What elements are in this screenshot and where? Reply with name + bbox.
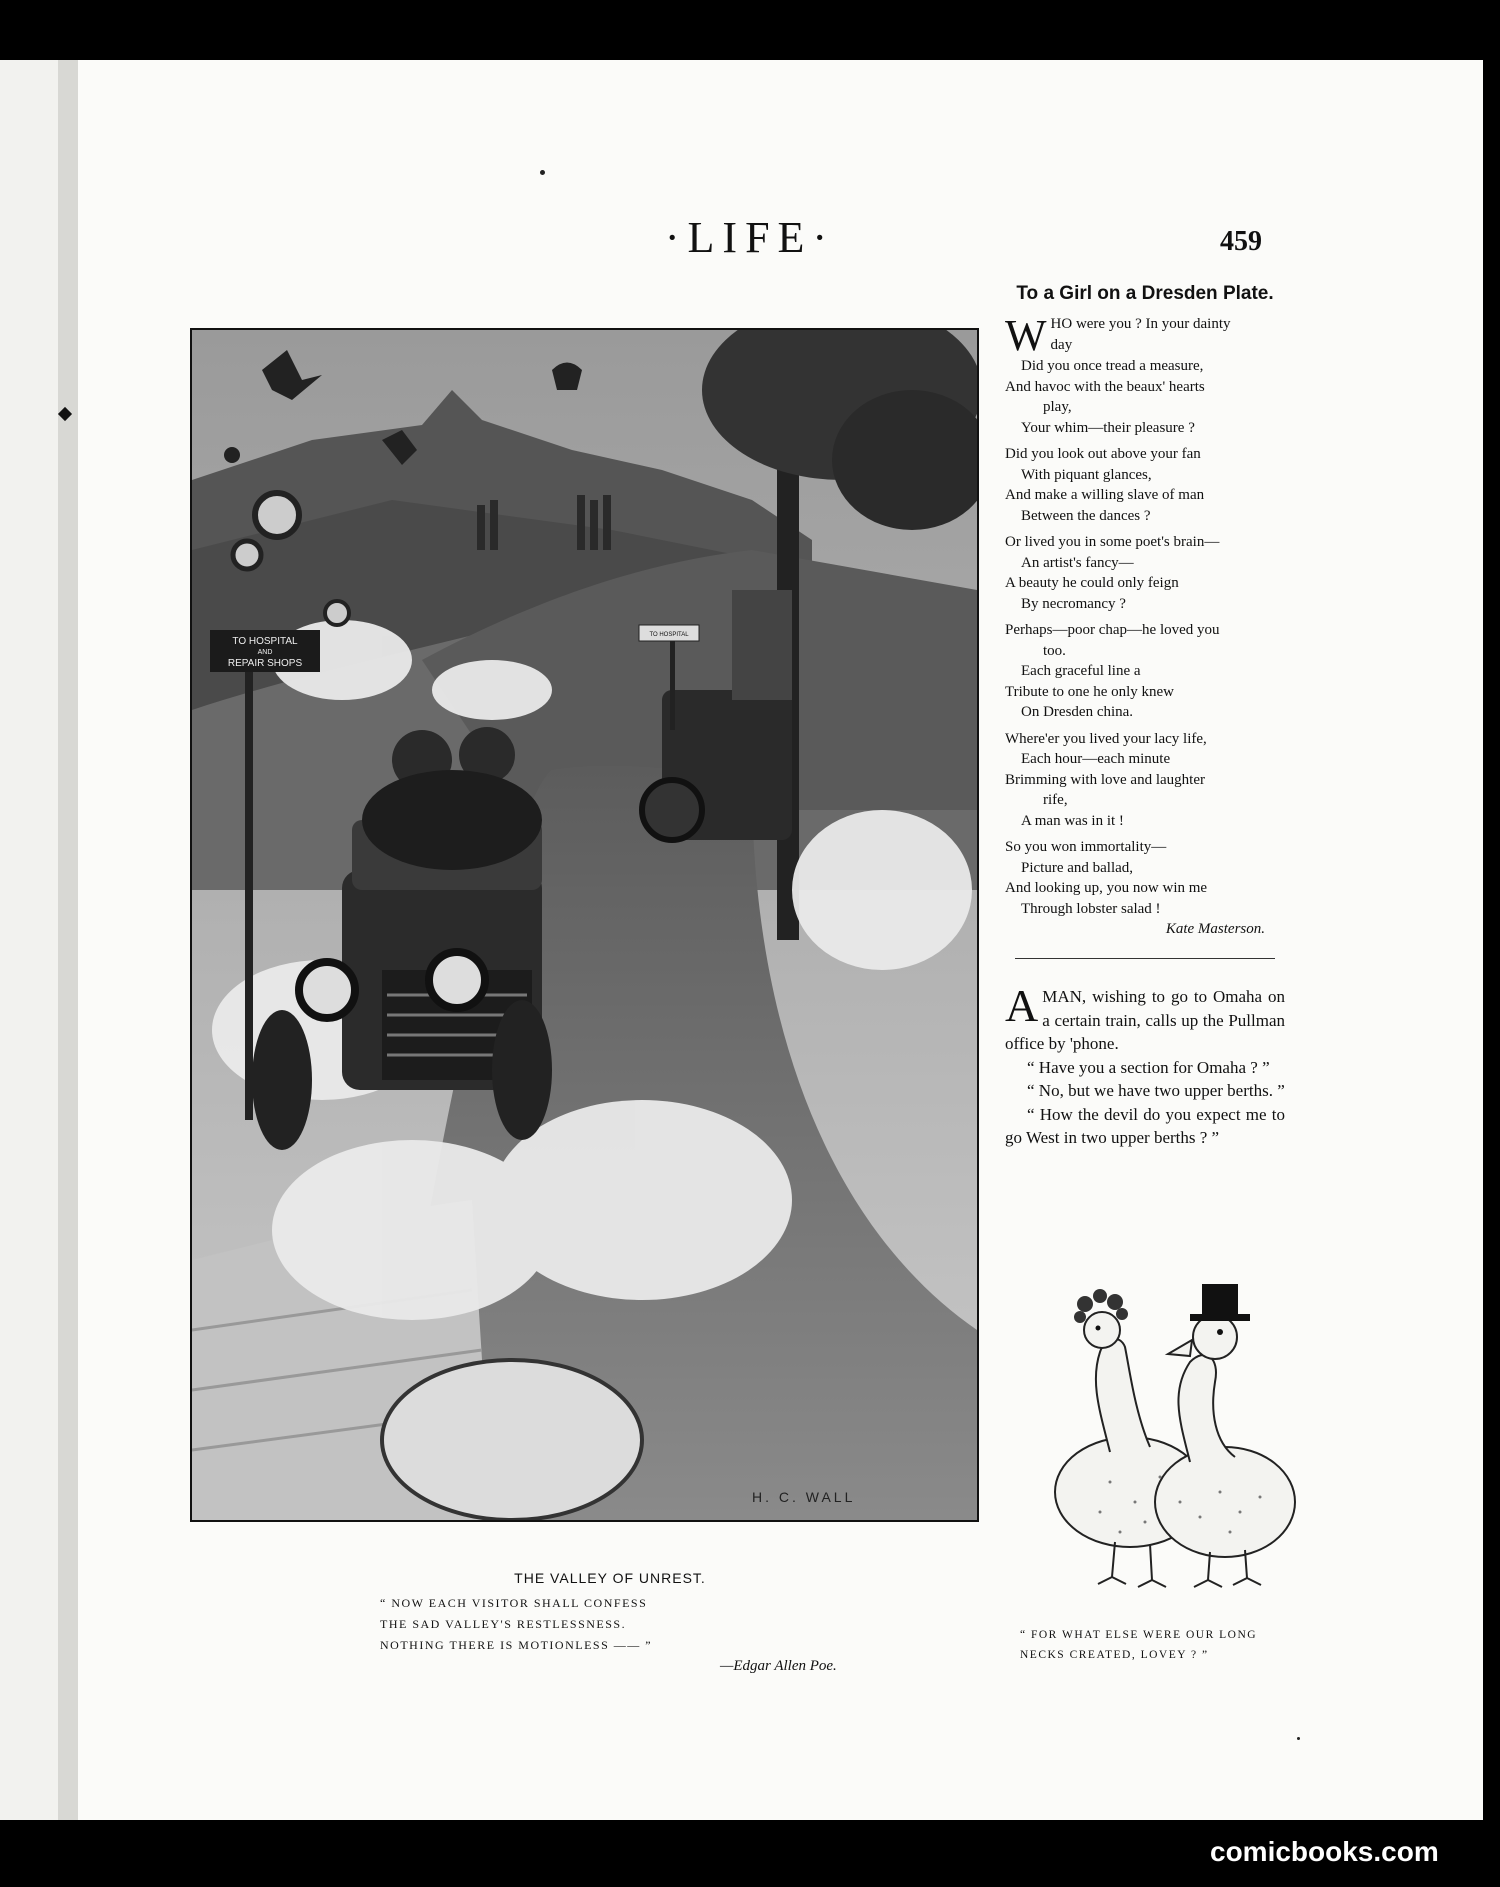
sign-left-line-3: REPAIR SHOPS [227,658,303,669]
artist-signature: H. C. WALL [752,1489,856,1505]
poem-line: too. [1043,642,1066,659]
anecdote-lead-paragraph [1005,980,1285,1056]
poem-line: And make a willing slave of man [1005,487,1205,503]
page-number: 459 [1220,226,1262,257]
poem-author: Kate Masterson. [1165,921,1265,937]
page-gutter [58,60,78,1820]
poem-title: To a Girl on a Dresden Plate. [1016,283,1274,304]
poem-line: rife, [1043,792,1068,808]
poem-stanza [1005,532,1285,614]
poem-line: Or lived you in some poet's brain— [1005,534,1220,550]
poem [1005,280,1285,959]
poem-line: And havoc with the beaux' hearts [1005,378,1205,395]
poem-line: Between the dances ? [1021,507,1151,524]
poem-line: By necromancy ? [1021,595,1126,612]
source-watermark: comicbooks.com [1210,1836,1439,1867]
poem-line: Through lobster salad ! [1021,900,1161,917]
caption-line: NOTHING THERE IS MOTIONLESS —— ” [380,1638,653,1652]
poem-stanza [1005,311,1285,438]
caption-title: THE VALLEY OF UNREST. [514,1570,706,1586]
anecdote-lead: MAN, wishing to go to Omaha on a certain train, calls up the Pullman office by 'phone. [1005,987,1285,1053]
sign-right: TO HOSPITAL [649,632,689,638]
illustration-caption [380,1570,920,1674]
sign-left-line-1: TO HOSPITAL [232,636,298,647]
poem-stanza [1005,837,1285,919]
poem-line: With piquant glances, [1021,466,1152,483]
sign-left-line-2: AND [257,649,273,656]
poem-stanza [1005,620,1285,723]
anecdote-paragraph: “ No, but we have two upper berths. ” [1027,1081,1285,1100]
ink-speck [540,170,545,175]
poem-line: Each hour—each minute [1021,751,1171,767]
poem-line: Tribute to one he only knew [1005,683,1175,700]
poem-stanza [1005,444,1285,526]
anecdote-paragraph: “ How the devil do you expect me to go West in two upper berths ? ” [1005,1104,1285,1147]
poem-line: Where'er you lived your lacy life, [1005,730,1207,747]
section-divider [1015,958,1275,959]
poem-line: Perhaps—poor chap—he loved you [1005,622,1220,638]
ink-speck [1297,1737,1300,1740]
poem-stanza [1005,729,1285,832]
geese-caption-line: “ FOR WHAT ELSE WERE OUR LONG [1020,1629,1258,1641]
poem-line: So you won immortality— [1005,839,1167,855]
magazine-title: ·LIFE· [664,213,836,262]
poem-line: Your whim—their pleasure ? [1021,419,1195,436]
poem-dropcap: W [1005,311,1047,360]
poem-line: An artist's fancy— [1021,554,1134,571]
poem-line: And looking up, you now win me [1005,880,1208,896]
poem-line: Each graceful line a [1021,663,1141,679]
poem-line: On Dresden china. [1021,704,1134,720]
geese-illustration [1040,1262,1310,1592]
facing-page-edge [0,60,58,1820]
pullman-anecdote [1005,980,1285,1150]
illustration-drawing [192,330,977,1520]
valley-of-unrest-illustration [190,328,979,1522]
poem-line: play, [1043,399,1072,415]
anecdote-dropcap: A [1005,980,1039,1031]
poem-line: A man was in it ! [1021,812,1124,829]
anecdote-paragraph: “ Have you a section for Omaha ? ” [1027,1057,1270,1077]
poem-line: Did you look out above your fan [1005,446,1201,462]
geese-drawing [1040,1262,1310,1592]
poem-line: A beauty he could only feign [1005,575,1179,591]
poem-line: Picture and ballad, [1021,859,1134,876]
geese-caption [1020,1625,1310,1665]
poem-line: day [1050,336,1073,353]
poem-line: Brimming with love and laughter [1005,771,1205,788]
caption-line: THE SAD VALLEY'S RESTLESSNESS. [380,1617,627,1631]
poem-line: HO were you ? In your dainty [1050,316,1231,332]
caption-line: “ NOW EACH VISITOR SHALL CONFESS [380,1596,648,1610]
caption-attribution: —Edgar Allen Poe. [720,1658,837,1674]
poem-line: Did you once tread a measure, [1021,358,1204,374]
geese-caption-line: NECKS CREATED, LOVEY ? ” [1020,1649,1209,1661]
